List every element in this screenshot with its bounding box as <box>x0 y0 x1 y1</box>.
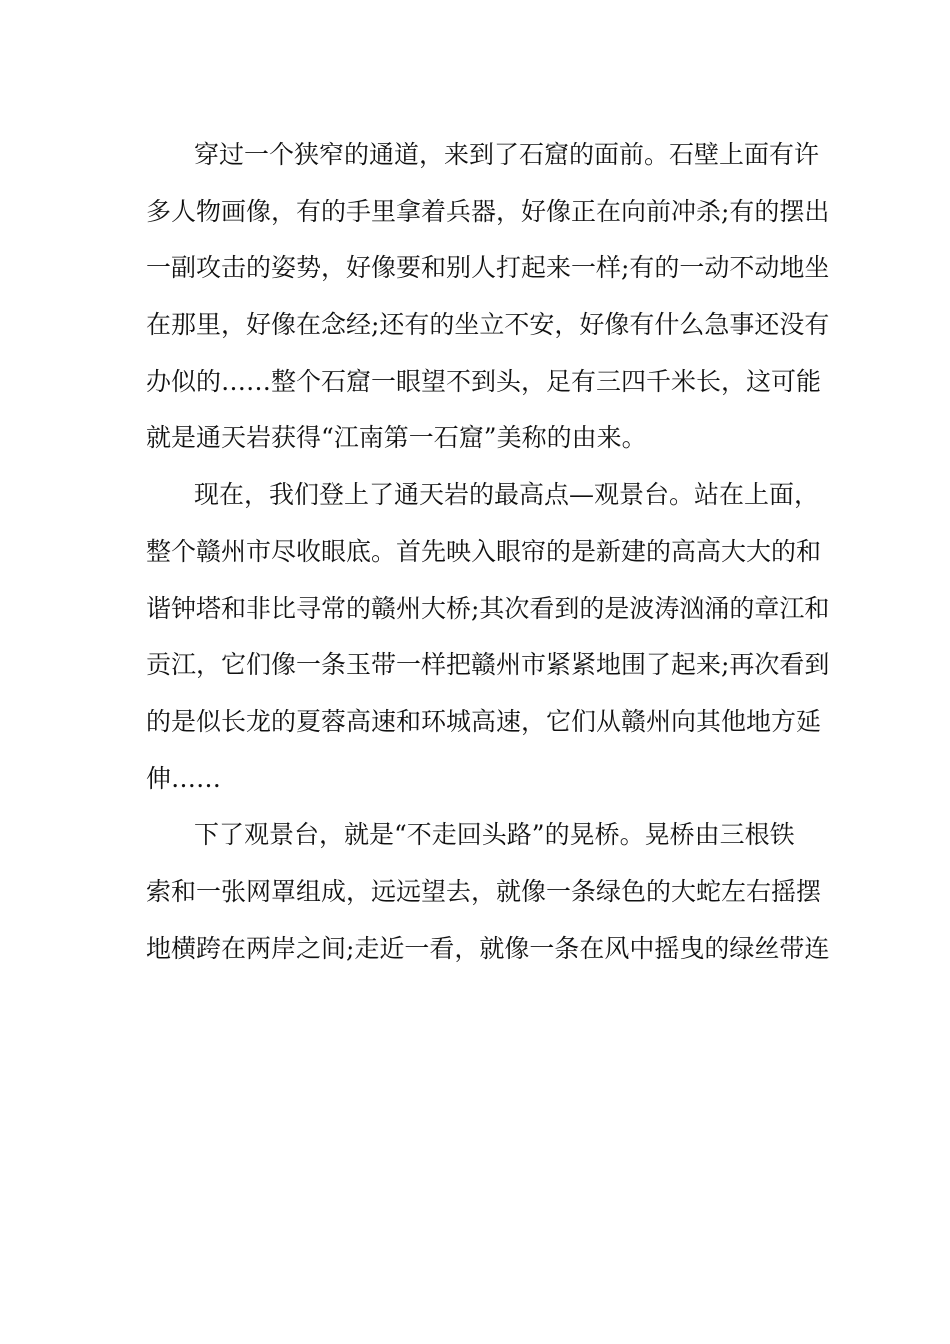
paragraph-1-line-1: 穿过一个狭窄的通道，来到了石窟的面前。石壁上面有许 <box>194 140 820 169</box>
paragraph-1-line-3: 一副攻击的姿势，好像要和别人打起来一样;有的一动不动地坐 <box>146 253 830 283</box>
paragraph-2-line-2: 整个赣州市尽收眼底。首先映入眼帘的是新建的高高大大的和 <box>146 536 822 566</box>
paragraph-2-line-1: 现在，我们登上了通天岩的最高点—观景台。站在上面， <box>194 480 820 510</box>
paragraph-1-line-2: 多人物画像，有的手里拿着兵器，好像正在向前冲杀;有的摆出 <box>146 196 830 226</box>
paragraph-2-line-4: 贡江，它们像一条玉带一样把赣州市紧紧地围了起来;再次看到 <box>146 650 830 680</box>
body-text <box>146 128 830 978</box>
paragraph-3-line-3: 地横跨在两岸之间;走近一看，就像一条在风中摇曳的绿丝带连 <box>146 933 830 963</box>
paragraph-1-line-6: 就是通天岩获得“江南第一石窟”美称的由来。 <box>146 423 647 453</box>
paragraph-3-line-2: 索和一张网罩组成，远远望去，就像一条绿色的大蛇左右摇摆 <box>146 876 822 906</box>
paragraph-2-line-6: 伸…… <box>146 763 222 793</box>
paragraph-2-line-3: 谐钟塔和非比寻常的赣州大桥;其次看到的是波涛汹涌的章江和 <box>146 593 830 623</box>
paragraph-1-line-5: 办似的……整个石窟一眼望不到头，足有三四千米长，这可能 <box>146 366 822 396</box>
paragraph-3-line-1: 下了观景台，就是“不走回头路”的晃桥。晃桥由三根铁 <box>194 820 795 850</box>
paragraph-2-line-5: 的是似长龙的夏蓉高速和环城高速，它们从赣州向其他地方延 <box>146 706 822 736</box>
paragraph-1-line-4: 在那里，好像在念经;还有的坐立不安，好像有什么急事还没有 <box>146 310 830 340</box>
